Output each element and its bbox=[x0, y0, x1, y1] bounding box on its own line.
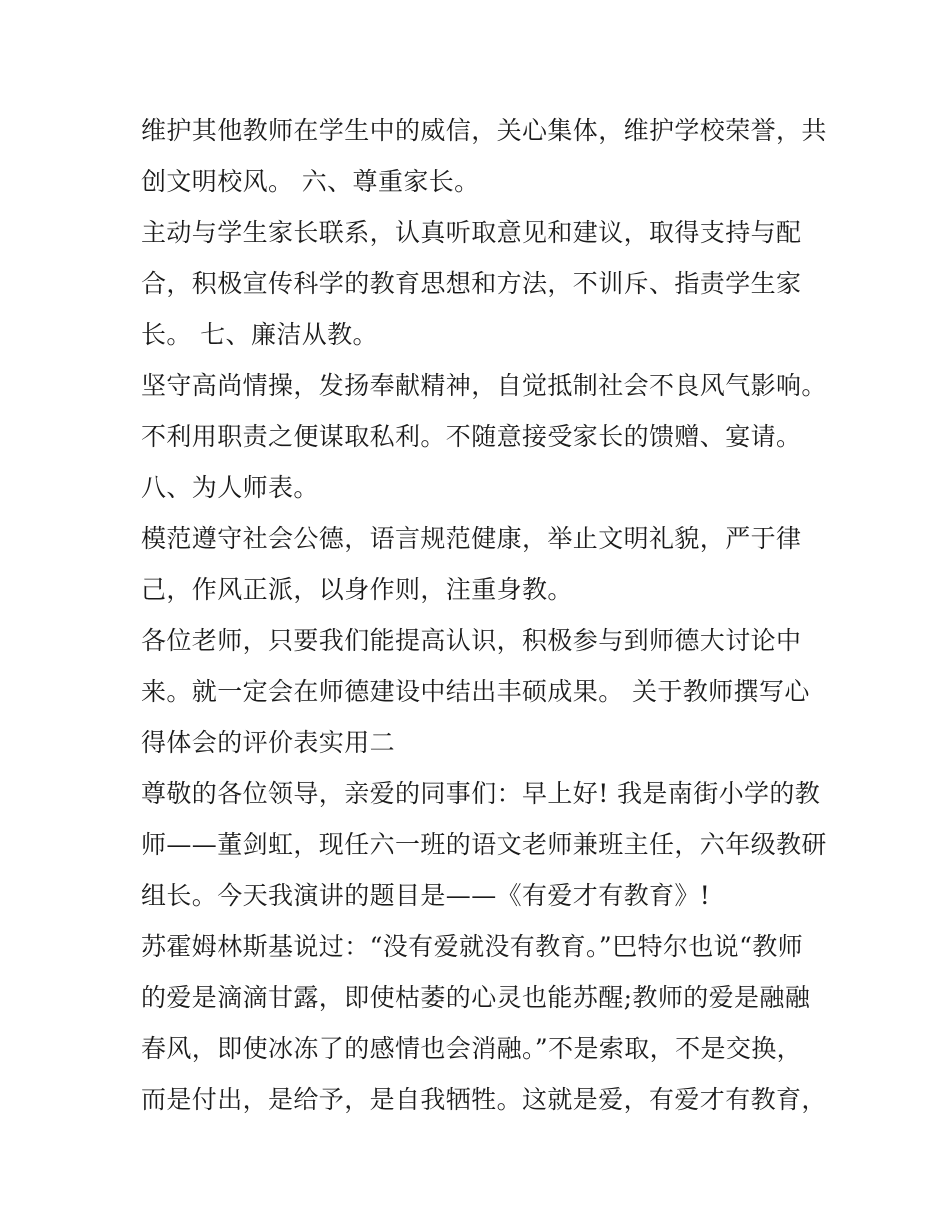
text-line: 长。 七、廉洁从教。 bbox=[141, 320, 378, 349]
body-text bbox=[141, 105, 827, 1125]
text-line: 创文明校风。 六、尊重家长。 bbox=[141, 167, 480, 196]
text-line: 苏霍姆林斯基说过：“没有爱就没有教育。”巴特尔也说“教师 bbox=[141, 932, 804, 961]
text-line: 己，作风正派，以身作则，注重身教。 bbox=[141, 575, 573, 604]
text-line: 尊敬的各位领导，亲爱的同事们：早上好! 我是南街小学的教 bbox=[141, 779, 821, 808]
text-line: 师——董剑虹，现任六一班的语文老师兼班主任，六年级教研 bbox=[141, 830, 827, 859]
text-line: 组长。今天我演讲的题目是——《有爱才有教育》! bbox=[141, 881, 711, 910]
text-line: 主动与学生家长联系，认真听取意见和建议，取得支持与配 bbox=[141, 218, 802, 247]
text-line: 维护其他教师在学生中的威信，关心集体，维护学校荣誉，共 bbox=[141, 116, 827, 145]
text-line: 的爱是滴滴甘露，即使枯萎的心灵也能苏醒;教师的爱是融融 bbox=[141, 983, 811, 1012]
text-line: 而是付出，是给予，是自我牺牲。这就是爱，有爱才有教育， bbox=[141, 1085, 827, 1114]
text-line: 合，积极宣传科学的教育思想和方法，不训斥、指责学生家 bbox=[141, 269, 802, 298]
text-line: 模范遵守社会公德，语言规范健康，举止文明礼貌，严于律 bbox=[141, 524, 802, 553]
text-line: 不利用职责之便谋取私利。不随意接受家长的馈赠、宴请。 bbox=[141, 422, 802, 451]
text-line: 来。就一定会在师德建设中结出丰硕成果。 关于教师撰写心 bbox=[141, 677, 810, 706]
text-line: 得体会的评价表实用二 bbox=[141, 728, 396, 757]
text-line: 八、为人师表。 bbox=[141, 473, 319, 502]
text-line: 各位老师，只要我们能提高认识，积极参与到师德大讨论中 bbox=[141, 626, 802, 655]
text-line: 春风，即使冰冻了的感情也会消融。”不是索取，不是交换， bbox=[141, 1034, 803, 1063]
text-line: 坚守高尚情操，发扬奉献精神，自觉抵制社会不良风气影响。 bbox=[141, 371, 827, 400]
